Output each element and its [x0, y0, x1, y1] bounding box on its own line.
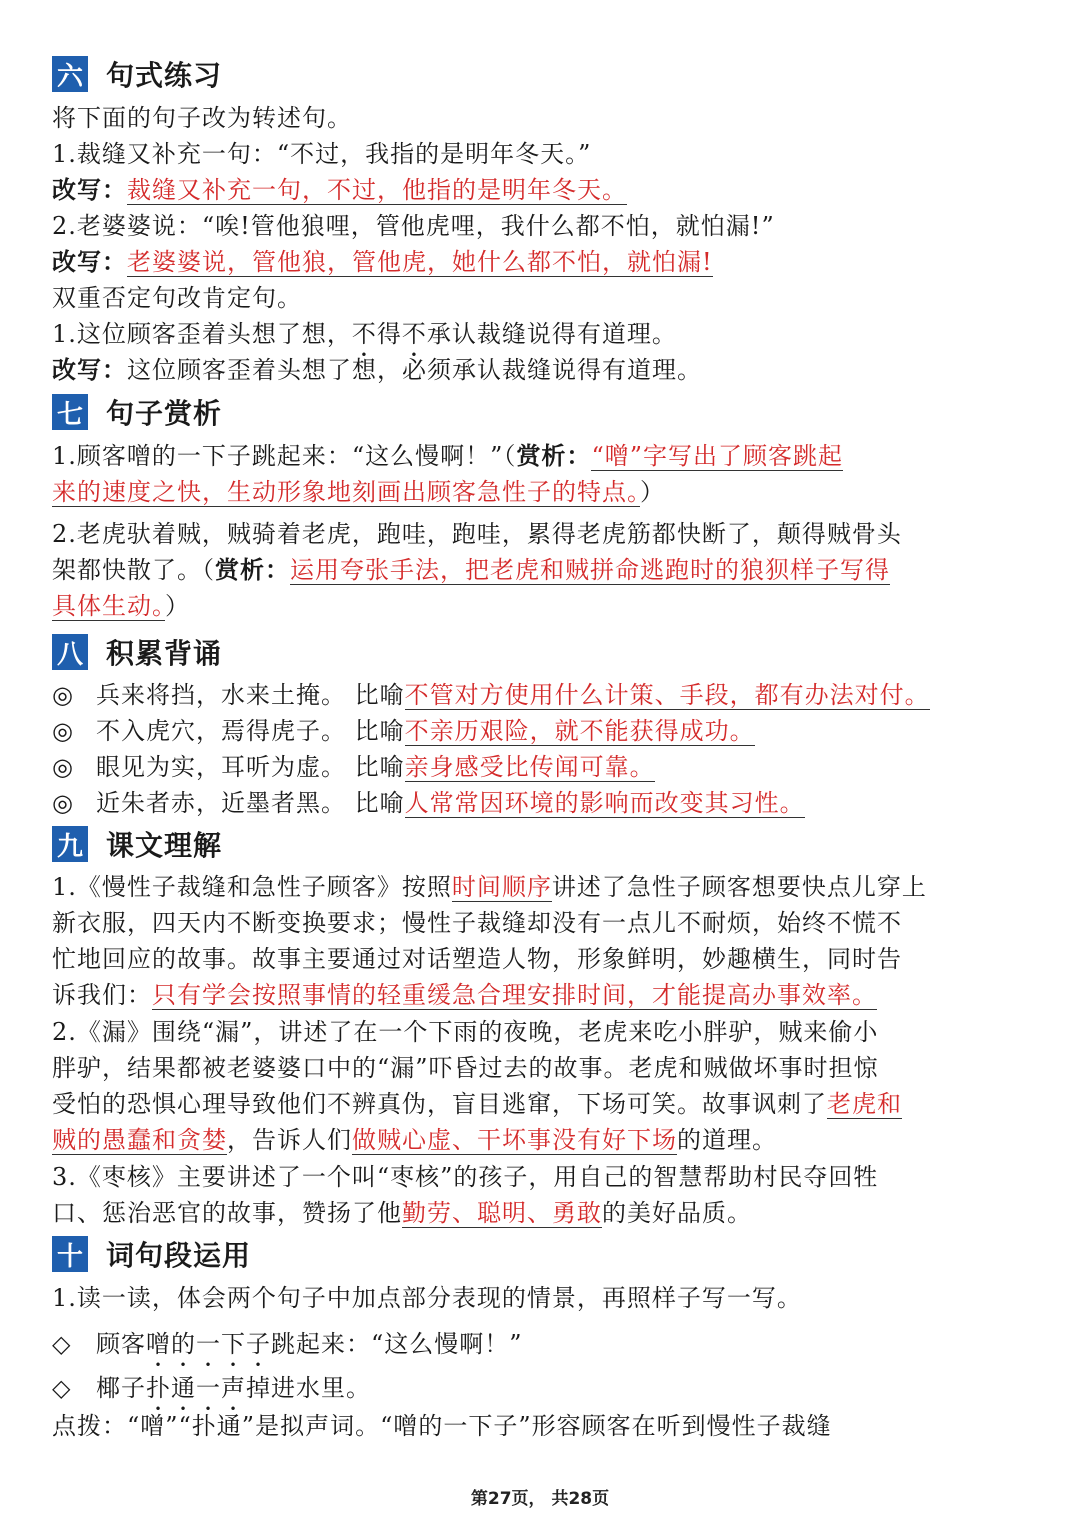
paragraph-text: 受怕的恐惧心理导致他们不辨真伪，盲目逃窜，下场可笑。故事讽刺了 — [52, 1090, 827, 1118]
section-number-badge: 十 — [52, 1236, 88, 1272]
answer-line — [52, 244, 1032, 280]
emphasis-text: 扑通一声 — [146, 1374, 246, 1402]
paragraph-text: 诉我们： — [52, 981, 152, 1009]
question-text: 架都快散了。（ — [52, 556, 215, 584]
paragraph-text: 讲述了急性子顾客想要快点儿穿上 — [551, 873, 927, 901]
instruction-line: 双重否定句改肯定句。 — [52, 284, 302, 312]
idiom-text: 不入虎穴，焉得虎子。 — [96, 717, 346, 745]
section-title: 句式练习 — [106, 59, 223, 92]
answer-text: 做贼心虚、干坏事没有好下场 — [352, 1126, 677, 1154]
question-line: 1.裁缝又补充一句：“不过，我指的是明年冬天。” — [52, 140, 592, 168]
emphasis-char: 不 — [401, 320, 427, 348]
idiom-item — [52, 749, 1032, 785]
page-number: 第27页， 共28页 — [470, 1489, 610, 1509]
question-line: 2.老虎驮着贼，贼骑着老虎，跑哇，跑哇，累得老虎筋都快断了，颠得贼骨头 — [52, 520, 902, 548]
section-heading-10 — [52, 1236, 251, 1272]
tip-line: 点拨：“噌”“扑通”是拟声词。“噌的一下子”形容顾客在听到慢性子裁缝 — [52, 1412, 832, 1440]
paren-close: ） — [165, 592, 190, 620]
answer-text: 亲身感受比传闻可靠。 — [404, 753, 655, 781]
section-title: 课文理解 — [106, 829, 223, 862]
paragraph-line — [52, 1195, 1032, 1231]
idiom-item — [52, 785, 1032, 821]
answer-text: 贼的愚蠢和贪婪 — [52, 1126, 227, 1154]
answer-text: 不管对方使用什么计策、手段，都有办法对付。 — [404, 681, 930, 709]
paragraph-text: 口、惩治恶官的故事，赞扬了他 — [52, 1199, 402, 1227]
bullet-icon: ◎ — [52, 789, 74, 817]
paragraph-line: 胖驴，结果都被老婆婆口中的“漏”吓昏过去的故事。老虎和贼做坏事时担惊 — [52, 1054, 879, 1082]
section-title: 积累背诵 — [106, 637, 223, 670]
question-line: 2.老婆婆说：“唉!管他狼哩，管他虎哩，我什么都不怕，就怕漏!” — [52, 212, 775, 240]
idiom-prefix: 比喻 — [354, 681, 405, 709]
analysis-line — [52, 552, 1032, 588]
section-title: 句子赏析 — [106, 397, 223, 430]
analysis-line — [52, 474, 1032, 510]
idiom-prefix: 比喻 — [354, 789, 405, 817]
rewrite-label: 改写： — [52, 248, 127, 276]
paragraph-text: 1.《慢性子裁缝和急性子顾客》按照 — [52, 873, 452, 901]
idiom-text: 近朱者赤，近墨者黑。 — [96, 789, 346, 817]
paragraph-text: ，告诉人们 — [227, 1126, 352, 1154]
instruction-line: 1.读一读，体会两个句子中加点部分表现的情景，再照样子写一写。 — [52, 1284, 802, 1312]
analysis-line — [52, 438, 1032, 474]
example-sentence — [52, 1326, 1032, 1372]
question-text: 承认裁缝说得有道理。 — [426, 320, 677, 348]
answer-text: 来的速度之快，生动形象地刻画出顾客急性子的特点。 — [52, 478, 640, 506]
rewrite-label: 改写： — [52, 176, 127, 204]
sentence-text: 掉进水里。 — [246, 1374, 371, 1402]
answer-text: 老婆婆说，管他狼，管他虎，她什么都不怕，就怕漏! — [127, 248, 713, 276]
answer-text: 时间顺序 — [451, 873, 552, 901]
paragraph-line: 忙地回应的故事。故事主要通过对话塑造人物，形象鲜明，妙趣横生，同时告 — [52, 945, 902, 973]
paren-close: ） — [640, 478, 665, 506]
bullet-icon: ◎ — [52, 753, 74, 781]
answer-text: 只有学会按照事情的轻重缓急合理安排时间，才能提高办事效率。 — [152, 981, 877, 1009]
sentence-text: 顾客 — [96, 1330, 146, 1358]
answer-text: 具体生动。 — [52, 592, 165, 620]
answer-text: 运用夸张手法，把老虎和贼拼命逃跑时的狼狈样子写得 — [290, 556, 890, 584]
section-number-badge: 九 — [52, 826, 88, 862]
paragraph-line: 新衣服，四天内不断变换要求；慢性子裁缝却没有一点儿不耐烦，始终不慌不 — [52, 909, 902, 937]
analysis-label: 赏析： — [516, 442, 592, 470]
emphasis-text: 噌的一下子 — [146, 1330, 271, 1358]
section-number-badge: 七 — [52, 394, 88, 430]
question-text: 1.这位顾客歪着头想了想， — [52, 320, 352, 348]
answer-text: 老虎和 — [827, 1090, 902, 1118]
section-number-badge: 六 — [52, 56, 88, 92]
answer-line — [52, 352, 1032, 388]
idiom-prefix: 比喻 — [354, 717, 405, 745]
question-text: 1.顾客噌的一下子跳起来：“这么慢啊！”（ — [52, 442, 517, 470]
rewrite-label: 改写： — [52, 356, 127, 384]
sentence-text: 跳起来：“这么慢啊！” — [271, 1330, 523, 1358]
idiom-text: 兵来将挡，水来土掩。 — [96, 681, 346, 709]
answer-text: “噌”字写出了顾客跳起 — [591, 442, 843, 470]
answer-text: 不亲历艰险，就不能获得成功。 — [404, 717, 755, 745]
diamond-bullet-icon: ◇ — [52, 1374, 72, 1402]
idiom-prefix: 比喻 — [354, 753, 405, 781]
analysis-line — [52, 588, 1032, 624]
paragraph-line — [52, 1122, 1032, 1158]
answer-text: 这位顾客歪着头想了想，必须承认裁缝说得有道理。 — [127, 356, 702, 384]
idiom-text: 眼见为实，耳听为虚。 — [96, 753, 346, 781]
paragraph-text: 的道理。 — [677, 1126, 777, 1154]
emphasis-char: 不 — [351, 320, 377, 348]
paragraph-line — [52, 869, 1032, 905]
idiom-item — [52, 713, 1032, 749]
answer-text: 勤劳、聪明、勇敢 — [402, 1199, 602, 1227]
instruction-line: 将下面的句子改为转述句。 — [52, 104, 352, 132]
paragraph-line — [52, 1086, 1032, 1122]
answer-line — [52, 172, 1032, 208]
answer-text: 人常常因环境的影响而改变其习性。 — [404, 789, 805, 817]
section-heading-8 — [52, 634, 222, 670]
answer-text: 裁缝又补充一句，不过，他指的是明年冬天。 — [127, 176, 627, 204]
section-heading-6 — [52, 56, 222, 92]
section-title: 词句段运用 — [106, 1239, 252, 1272]
bullet-icon: ◎ — [52, 681, 74, 709]
diamond-bullet-icon: ◇ — [52, 1330, 72, 1358]
section-number-badge: 八 — [52, 634, 88, 670]
question-text: 得 — [376, 320, 402, 348]
paragraph-line: 3.《枣核》主要讲述了一个叫“枣核”的孩子，用自己的智慧帮助村民夺回牲 — [52, 1163, 879, 1191]
paragraph-line — [52, 977, 1032, 1013]
sentence-text: 椰子 — [96, 1374, 146, 1402]
idiom-item — [52, 677, 1032, 713]
analysis-label: 赏析： — [215, 556, 290, 584]
section-heading-7 — [52, 394, 222, 430]
paragraph-line: 2.《漏》围绕“漏”，讲述了在一个下雨的夜晚，老虎来吃小胖驴，贼来偷小 — [52, 1018, 879, 1046]
section-heading-9 — [52, 826, 222, 862]
bullet-icon: ◎ — [52, 717, 74, 745]
paragraph-text: 的美好品质。 — [602, 1199, 752, 1227]
